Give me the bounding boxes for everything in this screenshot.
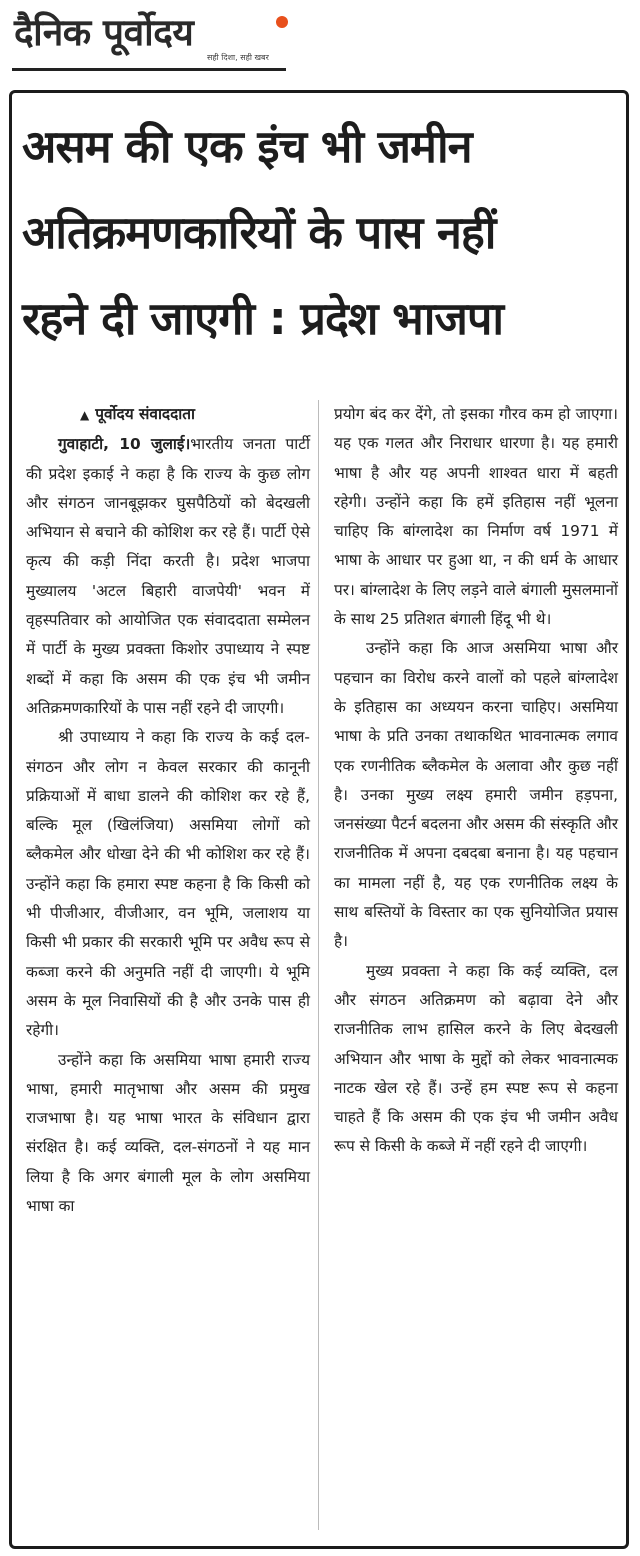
headline-line-3: रहने दी जाएगी : प्रदेश भाजपा	[22, 292, 504, 345]
article-column-right	[334, 400, 618, 1162]
article-column-left	[26, 400, 310, 1221]
headline-line-1: असम की एक इंच भी जमीन	[22, 120, 472, 173]
triangle-icon: ▲	[80, 408, 90, 422]
paragraph-3: उन्होंने कहा कि असमिया भाषा हमारी राज्य भाषा, हमारी मातृभाषा और असम की प्रमुख राजभाषा है। यह भाषा भारत के संविधान द्वारा संरक्षित है। कई व्यक्ति, दल-संगठनों ने यह मान लिया है कि अगर बंगाली मूल के लोग असमिया भाषा का	[26, 1050, 310, 1216]
headline-line-2: अतिक्रमणकारियों के पास नहीं	[22, 206, 496, 259]
lead-text: भारतीय जनता पार्टी की प्रदेश इकाई ने कहा है कि राज्य के कुछ लोग और संगठन जानबूझकर घुसपैठियों को बेदखली अभियान से बचाने की कोशिश कर रहे हैं। पार्टी ऐसे कृत्य की कड़ी निंदा करती है। प्रदेश भाजपा मुख्यालय 'अटल बिहारी वाजपेयी' भवन में वृहस्पतिवार को आयोजित एक संवाददाता सम्मेलन में पार्टी के मुख्य प्रवक्ता किशोर उपाध्याय ने स्पष्ट शब्दों में कहा कि असम की एक इंच भी जमीन अतिक्रमणकारियों के पास नहीं रहने दी जाएगी।	[26, 435, 310, 717]
column-divider	[318, 400, 319, 1530]
byline	[26, 400, 310, 430]
logo-dot-icon	[276, 16, 288, 28]
article-headline	[22, 104, 622, 362]
paragraph-3-continued: प्रयोग बंद कर देंगे, तो इसका गौरव कम हो जाएगा। यह एक गलत और निराधार धारणा है। यह हमारी भाषा है और यह अपनी शाश्वत धारा में बहती रहेगी। उन्होंने कहा कि हमें इतिहास नहीं भूलना चाहिए कि बांग्लादेश का निर्माण वर्ष 1971 में भाषा के आधार पर हुआ था, न की धर्म के आधार पर। बांग्लादेश के लिए लड़ने वाले बंगाली मुसलमानों के साथ 25 प्रतिशत बंगाली हिंदू भी थे।	[334, 405, 618, 629]
paragraph-5: मुख्य प्रवक्ता ने कहा कि कई व्यक्ति, दल और संगठन अतिक्रमण को बढ़ावा देने और राजनीतिक लाभ हासिल करने के लिए बेदखली अभियान और भाषा के मुद्दों को लेकर भावनात्मक नाटक खेल रहे हैं। उन्हें हम स्पष्ट रूप से कहना चाहते हैं कि असम की एक इंच भी जमीन अवैध रूप से किसी के कब्जे में नहीं रहने दी जाएगी।	[334, 961, 618, 1156]
dateline: गुवाहाटी, 10 जुलाई।	[58, 435, 191, 454]
byline-text: पूर्वोदय संवाददाता	[95, 405, 196, 423]
paragraph-2: श्री उपाध्याय ने कहा कि राज्य के कई दल-संगठन और लोग न केवल सरकार की कानूनी प्रक्रियाओं में बाधा डालने की कोशिश कर रहे हैं, बल्कि मूल (खिलंजिया) असमिया लोगों को ब्लैकमेल और धोखा देने की भी कोशिश कर रहे हैं। उन्होंने कहा कि हमारा स्पष्ट कहना है कि किसी को भी पीजीआर, वीजीआर, वन भूमि, जलाशय या किसी भी प्रकार की सरकारी भूमि पर अवैध रूप से कब्जा करने की अनुमति नहीं दी जाएगी। ये भूमि असम के मूल निवासियों की है और उनके पास ही रहेगी।	[26, 728, 310, 1040]
masthead	[12, 6, 286, 72]
newspaper-logo: दैनिक पूर्वोदय	[14, 11, 194, 54]
lead-paragraph	[26, 430, 310, 723]
paragraph-4: उन्होंने कहा कि आज असमिया भाषा और पहचान का विरोध करने वालों को पहले बांग्लादेश के इतिहास का अध्ययन करना चाहिए। असमिया भाषा के प्रति उनका तथाकथित भावनात्मक लगाव एक रणनीतिक ब्लैकमेल के अलावा और कुछ नहीं है। उनका मुख्य लक्ष्य हमारी जमीन हड़पना, जनसंख्या पैटर्न बदलना और असम की संस्कृति और राजनीतिक में अपना दबदबा बनाना है। यह पहचान का मामला नहीं है, यह एक रणनीतिक लक्ष्य के साथ बस्तियों के विस्तार का एक सुनियोजित प्रयास है।	[334, 639, 618, 951]
newspaper-tagline: सही दिशा, सही खबर	[207, 53, 269, 62]
masthead-rule	[12, 68, 286, 71]
